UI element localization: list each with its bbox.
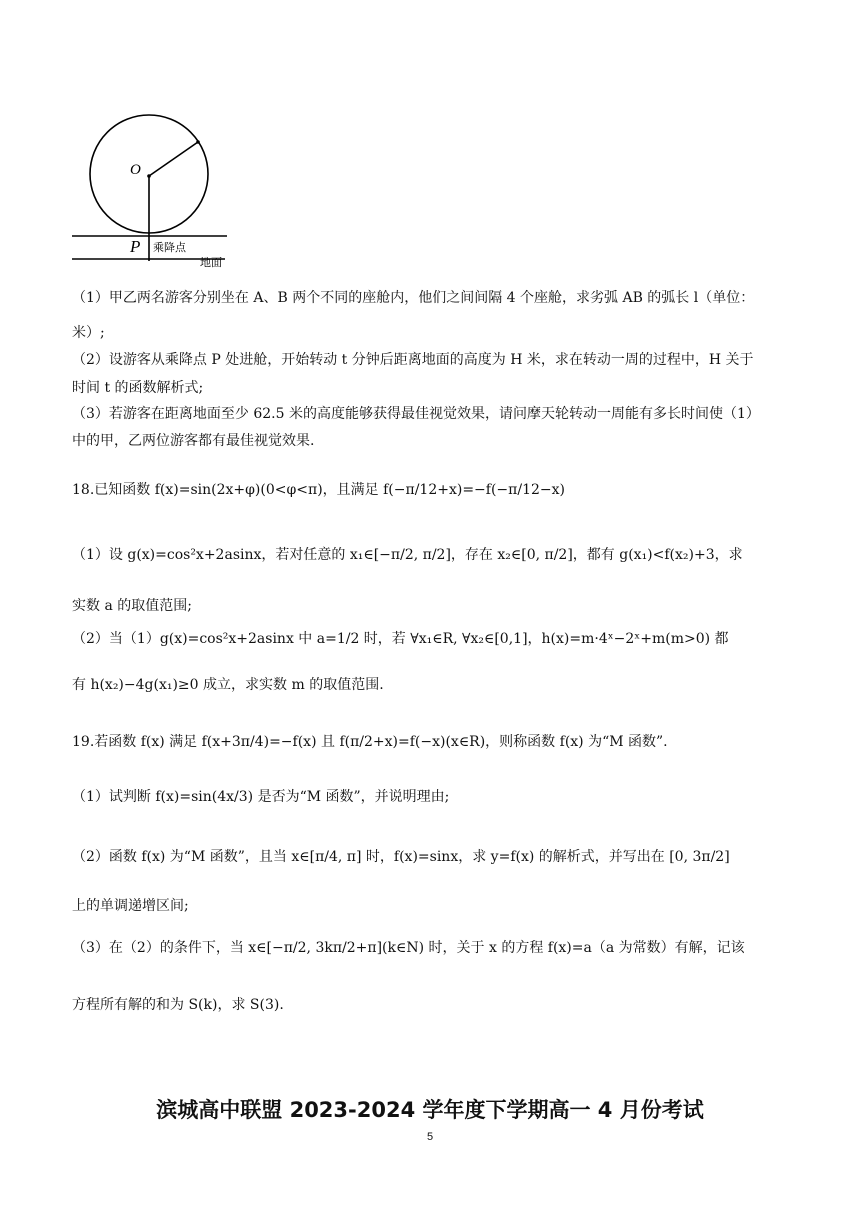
q18-part1-line2: 实数 a 的取值范围; (72, 598, 192, 614)
q17-part3-line2: 中的甲，乙两位游客都有最佳视觉效果. (72, 433, 315, 449)
q17-part1-line2: 米）; (72, 325, 105, 341)
q17-part2-line2: 时间 t 的函数解析式; (72, 380, 204, 396)
ferris-wheel-figure (72, 104, 232, 270)
center-label: O (130, 162, 141, 178)
q19-part2-line2: 上的单调递增区间; (72, 898, 189, 914)
q19-part1: （1）试判断 f(x)=sin(4x/3) 是否为“M 函数”，并说明理由; (72, 789, 450, 805)
q18-part2-line1: （2）当（1）g(x)=cos²x+2asinx 中 a=1/2 时，若 ∀x₁∈R, ∀x₂∈[0,1]，h(x)=m·4ˣ−2ˣ+m(m>0) 都 (72, 631, 729, 647)
point-label: P (130, 237, 141, 256)
q17-part2-line1: （2）设游客从乘降点 P 处进舱，开始转动 t 分钟后距离地面的高度为 H 米，求在转动一周的过程中，H 关于 (72, 352, 754, 368)
center-dot (147, 174, 151, 178)
q19-part3-line1: （3）在（2）的条件下，当 x∈[−π/2, 3kπ/2+π](k∈N) 时，关于 x 的方程 f(x)=a（a 为常数）有解，记该 (72, 940, 745, 956)
q19-stem: 19.若函数 f(x) 满足 f(x+3π/4)=−f(x) 且 f(π/2+x)=f(−x)(x∈R)，则称函数 f(x) 为“M 函数”. (72, 734, 668, 750)
radius-line (149, 142, 198, 176)
page-number: 5 (426, 1131, 434, 1143)
q18-stem: 18.已知函数 f(x)=sin(2x+φ)(0<φ<π)，且满足 f(−π/12+x)=−f(−π/12−x) (72, 482, 565, 498)
q18-part2-line2: 有 h(x₂)−4g(x₁)≥0 成立，求实数 m 的取值范围. (72, 677, 384, 693)
boarding-label: 乘降点 (153, 241, 186, 254)
q19-part3-line2: 方程所有解的和为 S(k)，求 S(3). (72, 997, 284, 1013)
exam-title: 滨城高中联盟 2023-2024 学年度下学期高一 4 月份考试 (156, 1098, 704, 1122)
q18-part1-line1: （1）设 g(x)=cos²x+2asinx，若对任意的 x₁∈[−π/2, π/2]，存在 x₂∈[0, π/2]，都有 g(x₁)<f(x₂)+3，求 (72, 547, 743, 563)
q19-part2-line1: （2）函数 f(x) 为“M 函数”，且当 x∈[π/4, π] 时，f(x)=sinx，求 y=f(x) 的解析式，并写出在 [0, 3π/2] (72, 849, 730, 865)
rim-dot (196, 140, 200, 144)
q17-part3-line1: （3）若游客在距离地面至少 62.5 米的高度能够获得最佳视觉效果，请问摩天轮转动一周能有多长时间使（1） (72, 406, 760, 422)
q17-part1-line1: （1）甲乙两名游客分别坐在 A、B 两个不同的座舱内，他们之间间隔 4 个座舱，求劣弧 AB 的弧长 l（单位： (72, 290, 755, 306)
ground-label: 地面 (200, 256, 222, 269)
